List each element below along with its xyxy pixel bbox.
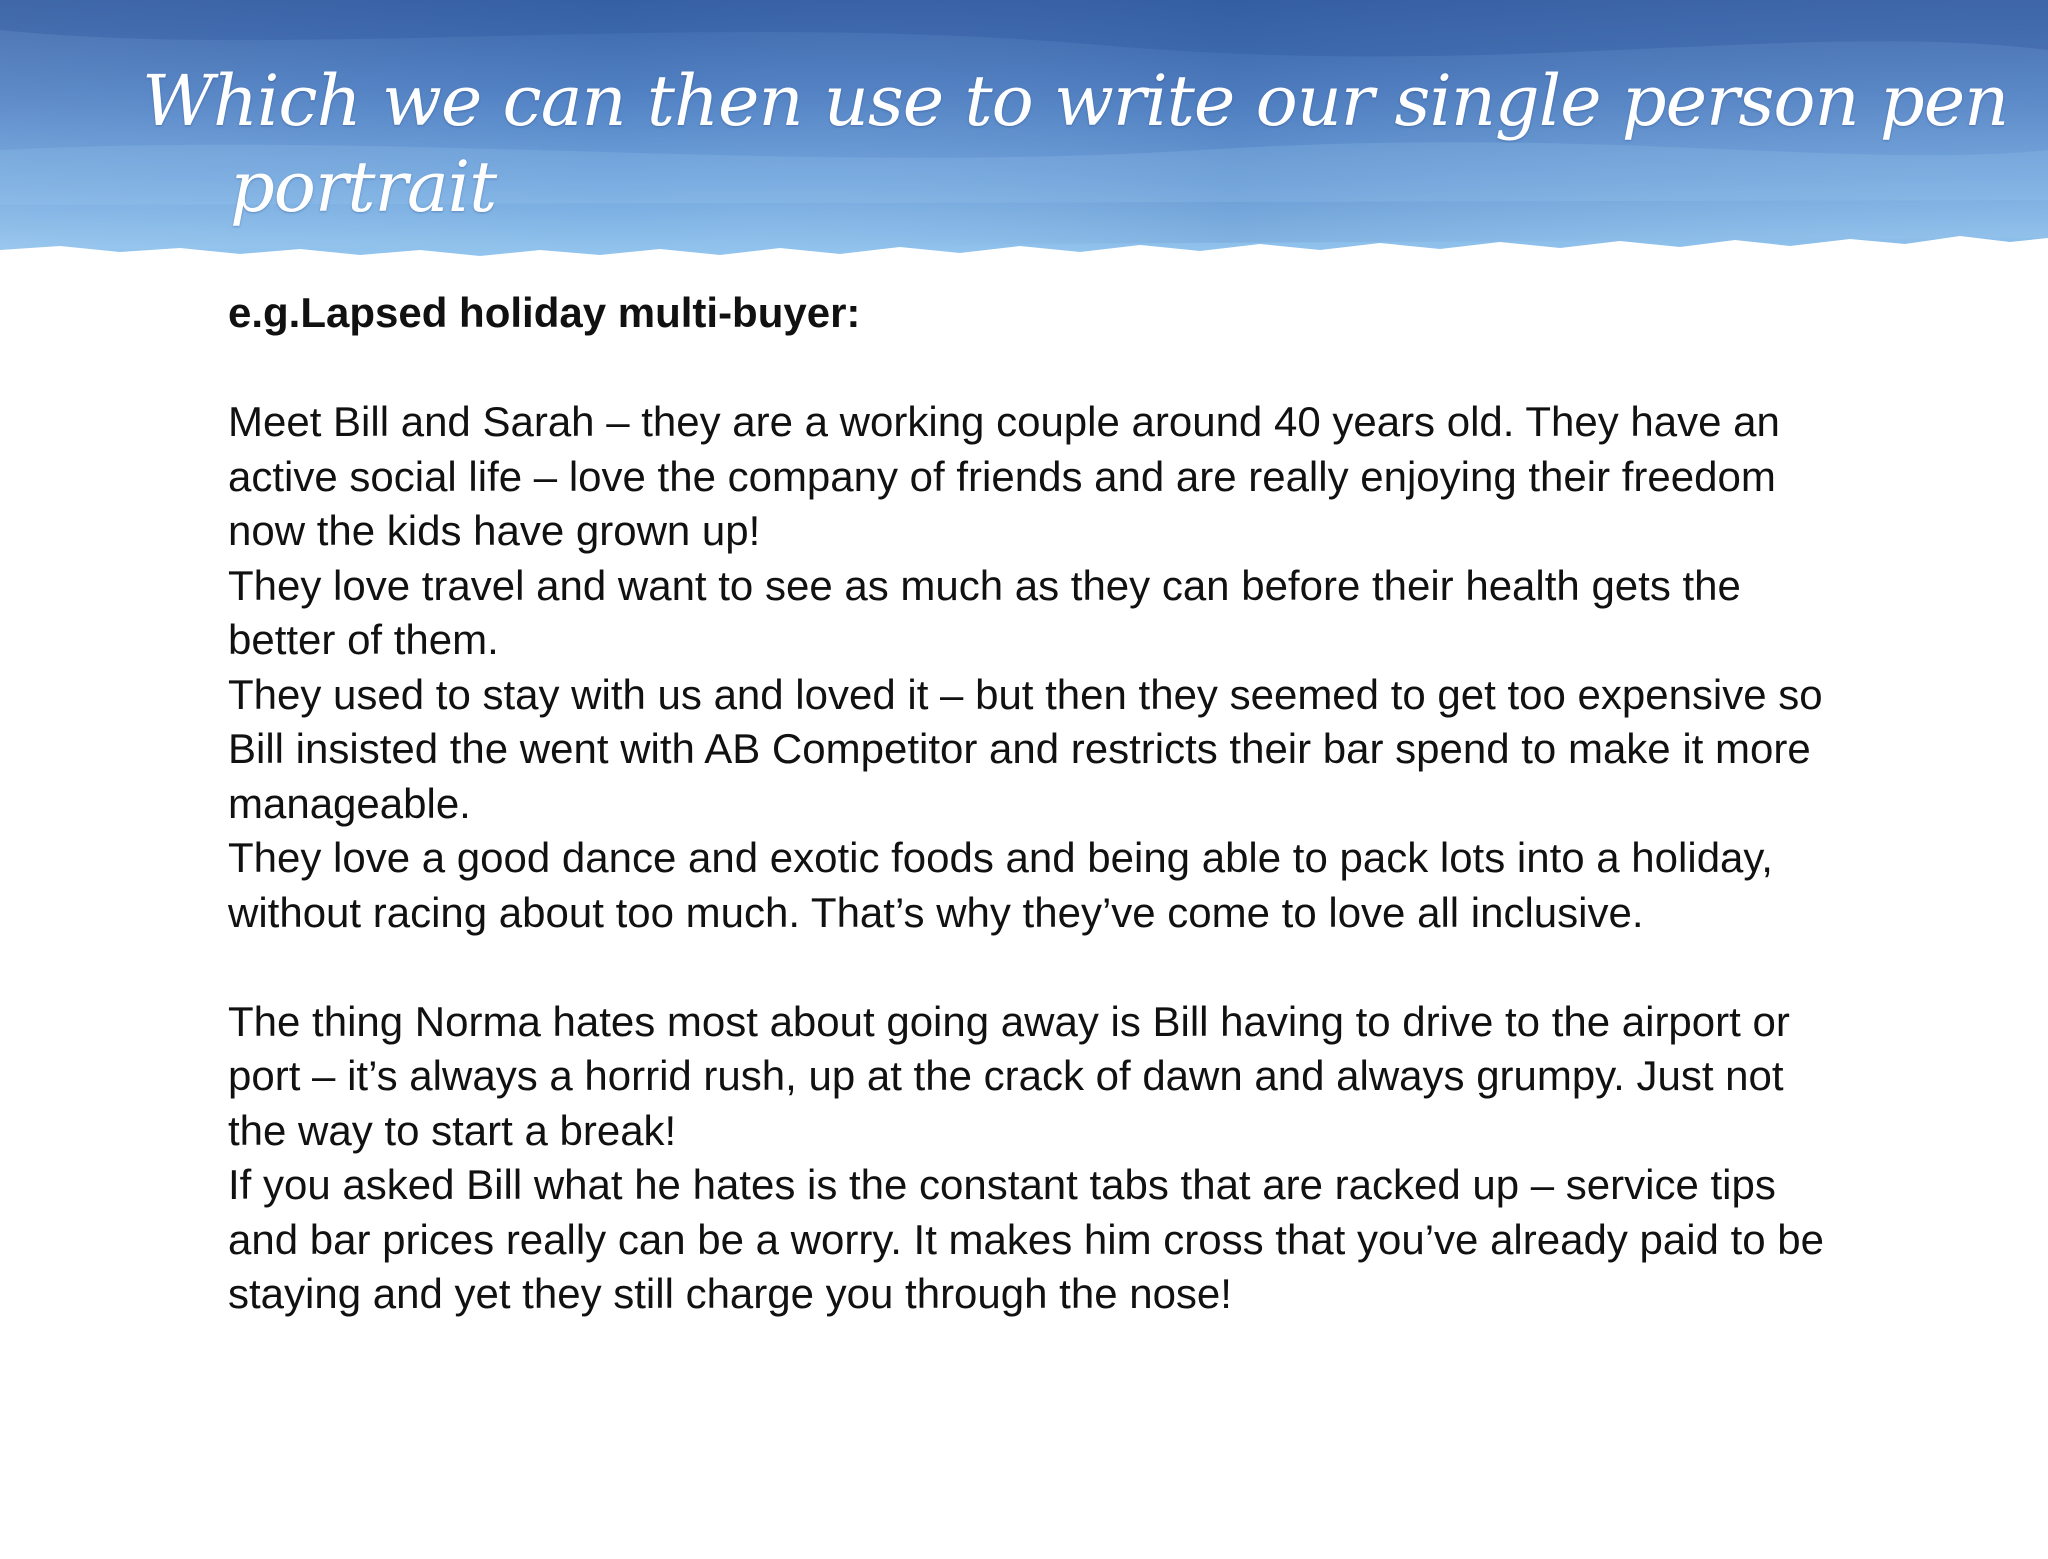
slide-title-line-1: Which we can then use to write our single person pen	[142, 60, 2009, 142]
paragraph-line: The thing Norma hates most about going away is Bill having to drive to the airport or	[228, 997, 1790, 1045]
paragraph-line: Bill insisted the went with AB Competitor and restricts their bar spend to make it more	[228, 725, 1811, 772]
paragraph-line: better of them.	[228, 616, 499, 663]
paragraph-line: the way to start a break!	[228, 1106, 677, 1154]
paragraph-line: If you asked Bill what he hates is the constant tabs that are racked up – service tips	[228, 1161, 1776, 1208]
paragraph-line: active social life – love the company of friends and are really enjoying their freedom	[228, 452, 1776, 500]
paragraph-line: staying and yet they still charge you through the nose!	[228, 1270, 1232, 1317]
spacer	[228, 940, 2008, 995]
paragraph-line: port – it’s always a horrid rush, up at the crack of dawn and always grumpy. Just not	[228, 1052, 1784, 1099]
paragraph-line: Meet Bill and Sarah – they are a working couple around 40 years old. They have an	[228, 398, 1780, 445]
paragraph-line: and bar prices really can be a worry. It makes him cross that you’ve already paid to be	[228, 1215, 1824, 1263]
paragraph-line: They love a good dance and exotic foods and being able to pack lots into a holiday,	[228, 834, 1773, 881]
example-subheading: e.g.Lapsed holiday multi-buyer:	[228, 289, 861, 336]
slide-title-line-2: portrait	[230, 146, 497, 228]
paragraph-dislikes	[228, 995, 2008, 1322]
paragraph-line: now the kids have grown up!	[228, 507, 761, 554]
slide-body	[228, 286, 2008, 1322]
spacer	[228, 341, 2008, 396]
paragraph-line: They used to stay with us and loved it – but then they seemed to get too expensive so	[228, 670, 1823, 718]
paragraph-line: They love travel and want to see as much as they can before their health gets the	[228, 561, 1741, 609]
slide-title	[142, 58, 2009, 230]
paragraph-bill-and-sarah	[228, 395, 2008, 940]
paragraph-line: manageable.	[228, 779, 471, 827]
paragraph-line: without racing about too much. That’s why they’ve come to love all inclusive.	[228, 888, 1644, 936]
